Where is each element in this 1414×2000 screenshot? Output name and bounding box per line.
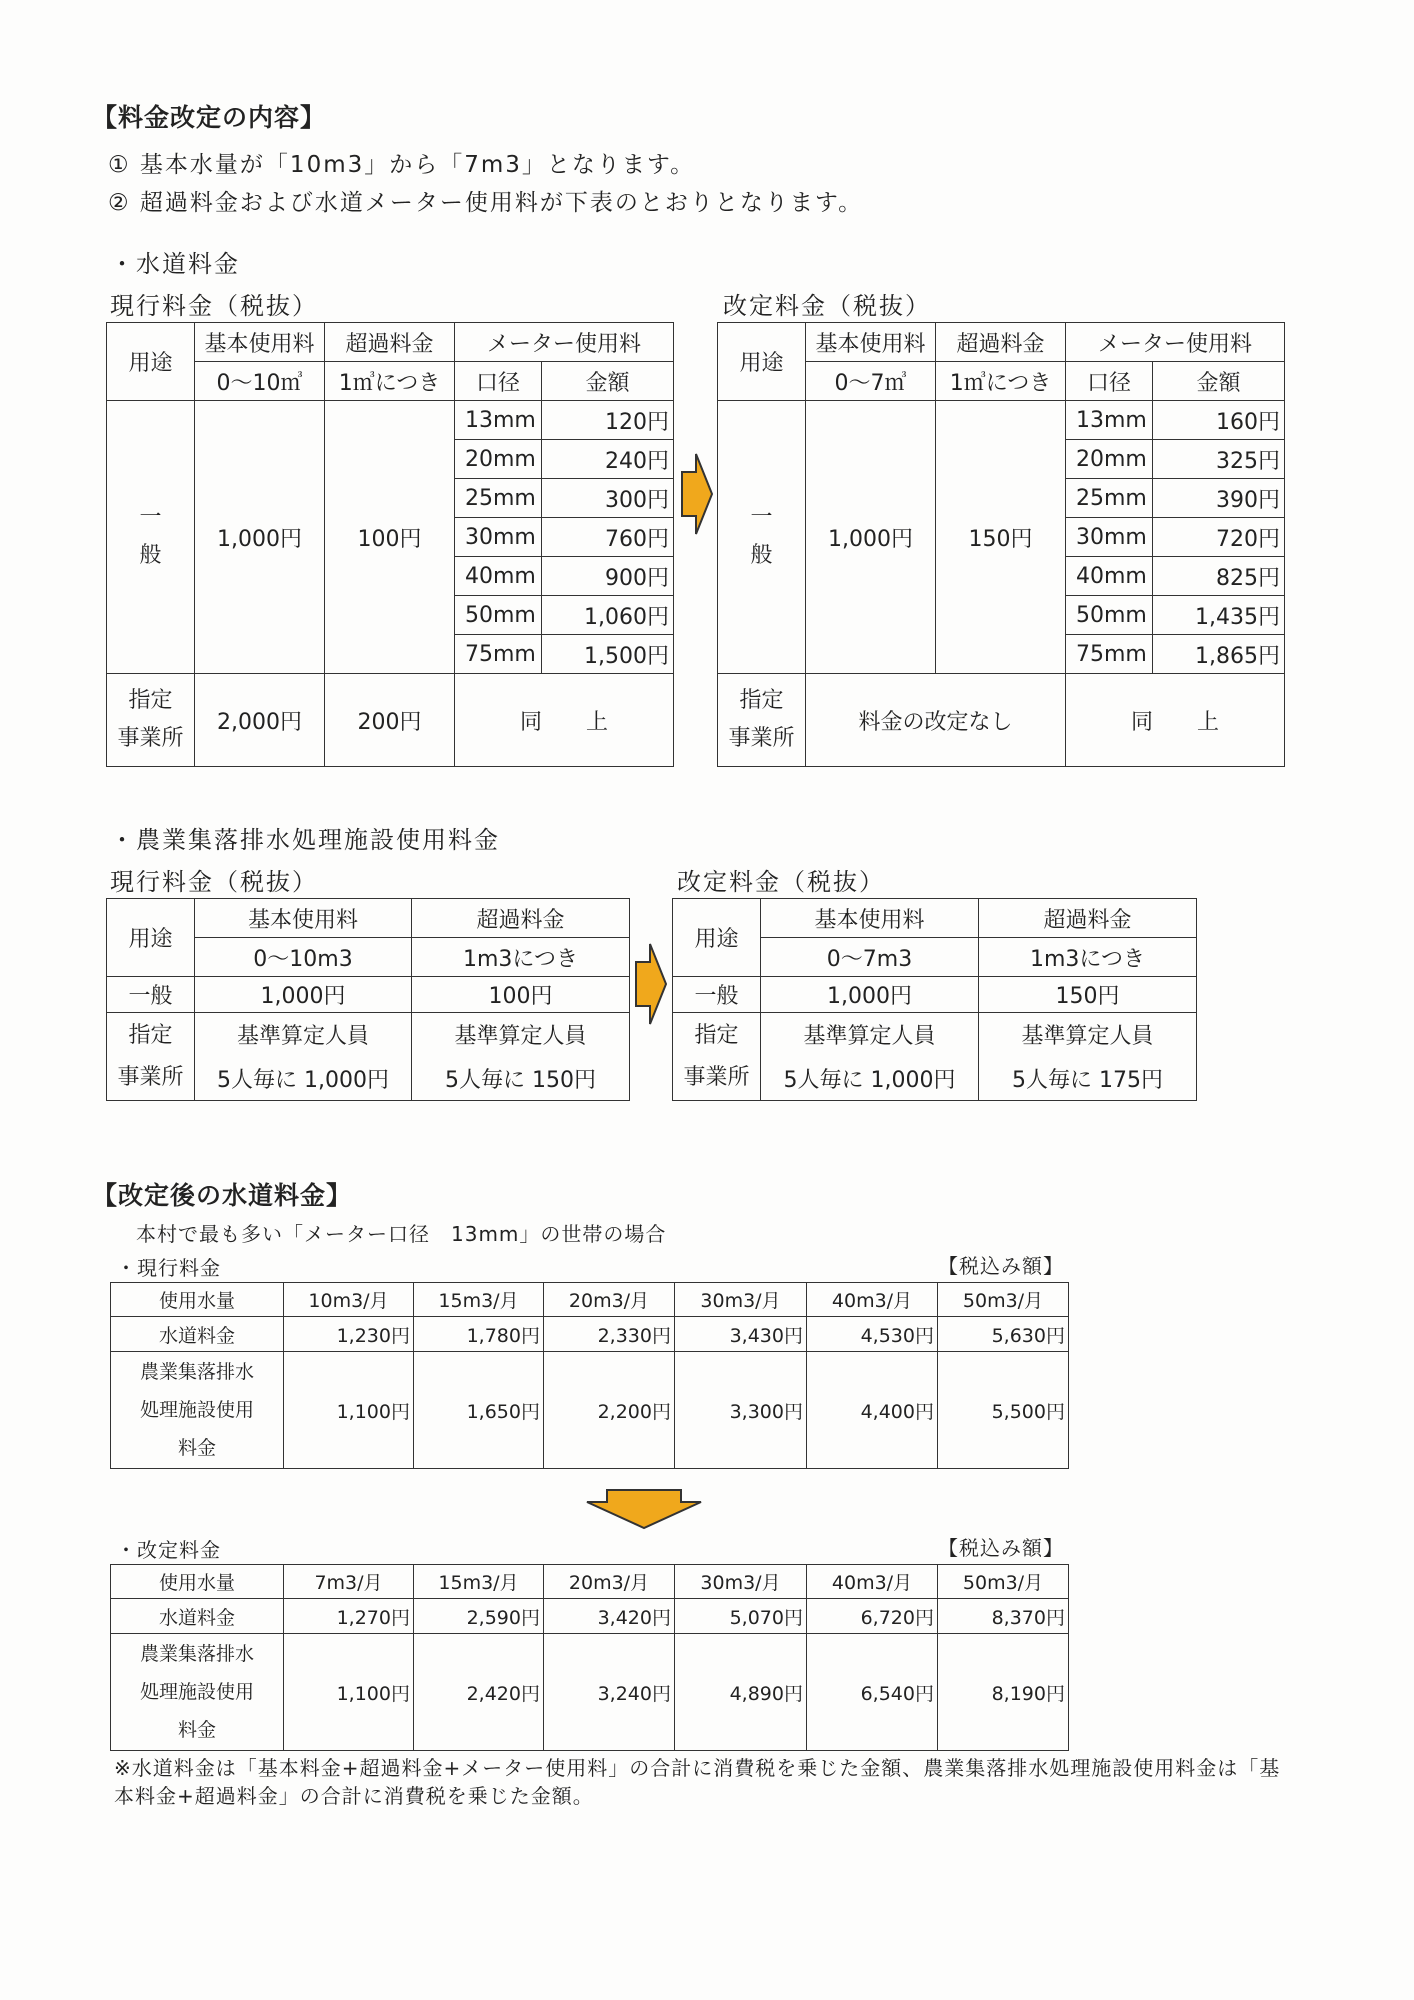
general-excess: 150円 <box>979 977 1197 1013</box>
header-amount: 金額 <box>1153 362 1285 401</box>
row-label-sewage: 農業集落排水 処理施設使用 料金 <box>111 1352 284 1469</box>
water-fee-cell: 1,270円 <box>284 1599 414 1634</box>
item-2: ② 超過料金および水道メーター使用料が下表のとおりとなります。 <box>108 190 864 216</box>
current-fee-table <box>110 1282 1069 1469</box>
designated-label: 指定 事業所 <box>673 1013 761 1101</box>
sewage-fee-cell: 1,650円 <box>414 1352 544 1469</box>
water-fee-cell: 1,780円 <box>414 1317 544 1352</box>
general-basic: 1,000円 <box>195 977 412 1013</box>
general-label: 一般 <box>107 977 195 1013</box>
header-use: 用途 <box>107 899 195 977</box>
meter-diam: 30mm <box>1066 518 1153 557</box>
column-header: 30m3/月 <box>675 1565 807 1599</box>
header-basic: 基本使用料 <box>195 323 325 362</box>
sewage-fee-cell: 2,420円 <box>414 1634 544 1751</box>
column-header: 40m3/月 <box>807 1283 938 1317</box>
sewage-fee-cell: 6,540円 <box>807 1634 938 1751</box>
row-label-water: 水道料金 <box>111 1317 284 1352</box>
header-basic-range: 0～10m3 <box>195 938 412 977</box>
general-basic: 1,000円 <box>761 977 979 1013</box>
designated-excess-value: 5人毎に 175円 <box>979 1057 1197 1101</box>
water-fee-cell: 8,370円 <box>938 1599 1069 1634</box>
water-fee-cell: 2,590円 <box>414 1599 544 1634</box>
meter-amount: 825円 <box>1153 557 1285 596</box>
header-basic: 基本使用料 <box>761 899 979 938</box>
general-label: 一般 <box>673 977 761 1013</box>
revised-tax-note: 【税込み額】 <box>938 1536 1064 1560</box>
designated-fee: 料金の改定なし <box>806 674 1066 767</box>
meter-amount: 120円 <box>542 401 674 440</box>
header-basic: 基本使用料 <box>806 323 936 362</box>
header-excess: 超過料金 <box>412 899 630 938</box>
general-basic: 1,000円 <box>806 401 936 674</box>
column-header: 50m3/月 <box>938 1565 1069 1599</box>
column-header: 20m3/月 <box>544 1283 675 1317</box>
meter-amount: 325円 <box>1153 440 1285 479</box>
after-revision-intro: 本村で最も多い「メーター口径 13mm」の世帯の場合 <box>136 1222 667 1246</box>
header-diam: 口径 <box>1066 362 1153 401</box>
meter-amount: 900円 <box>542 557 674 596</box>
water-fee-cell: 2,330円 <box>544 1317 675 1352</box>
header-basic-range: 0～7m3 <box>761 938 979 977</box>
header-meter: メーター使用料 <box>1066 323 1285 362</box>
header-excess: 超過料金 <box>936 323 1066 362</box>
header-excess-unit: 1m3につき <box>979 938 1197 977</box>
sewage-revised-table <box>672 898 1197 1101</box>
item-1: ① 基本水量が「10m3」から「7m3」となります。 <box>108 152 696 178</box>
header-diam: 口径 <box>455 362 542 401</box>
row-label-sewage: 農業集落排水 処理施設使用 料金 <box>111 1634 284 1751</box>
general-excess: 100円 <box>325 401 455 674</box>
water-fee-cell: 3,430円 <box>675 1317 807 1352</box>
arrow-down-icon <box>585 1488 703 1530</box>
header-use: 用途 <box>673 899 761 977</box>
sewage-fee-cell: 3,240円 <box>544 1634 675 1751</box>
meter-diam: 30mm <box>455 518 542 557</box>
meter-amount: 1,435円 <box>1153 596 1285 635</box>
column-header: 20m3/月 <box>544 1565 675 1599</box>
header-use: 用途 <box>718 323 806 401</box>
sewage-current-caption: 現行料金（税抜） <box>110 868 318 896</box>
meter-amount: 1,060円 <box>542 596 674 635</box>
meter-diam: 25mm <box>1066 479 1153 518</box>
meter-amount: 390円 <box>1153 479 1285 518</box>
sewage-fee-cell: 3,300円 <box>675 1352 807 1469</box>
meter-diam: 50mm <box>1066 596 1153 635</box>
designated-basic-title: 基準算定人員 <box>761 1013 979 1057</box>
after-revision-heading: 【改定後の水道料金】 <box>92 1181 353 1210</box>
sewage-fee-cell: 1,100円 <box>284 1634 414 1751</box>
designated-excess-title: 基準算定人員 <box>412 1013 630 1057</box>
header-excess: 超過料金 <box>979 899 1197 938</box>
column-header: 15m3/月 <box>414 1565 544 1599</box>
water-fee-cell: 3,420円 <box>544 1599 675 1634</box>
column-header: 15m3/月 <box>414 1283 544 1317</box>
designated-basic-title: 基準算定人員 <box>195 1013 412 1057</box>
column-header: 10m3/月 <box>284 1283 414 1317</box>
designated-excess-value: 5人毎に 150円 <box>412 1057 630 1101</box>
column-header: 40m3/月 <box>807 1565 938 1599</box>
water-current-table <box>106 322 674 767</box>
water-fee-cell: 6,720円 <box>807 1599 938 1634</box>
column-header: 30m3/月 <box>675 1283 807 1317</box>
general-basic: 1,000円 <box>195 401 325 674</box>
arrow-right-icon <box>634 942 668 1026</box>
column-header: 7m3/月 <box>284 1565 414 1599</box>
meter-diam: 25mm <box>455 479 542 518</box>
meter-diam: 20mm <box>455 440 542 479</box>
header-amount: 金額 <box>542 362 674 401</box>
meter-diam: 13mm <box>1066 401 1153 440</box>
footnote: ※水道料金は「基本料金+超過料金+メーター使用料」の合計に消費税を乗じた金額、農業集落排水処理施設使用料金は「基本料金+超過料金」の合計に消費税を乗じた金額。 <box>114 1756 1281 1808</box>
meter-amount: 760円 <box>542 518 674 557</box>
revised-label: ・改定料金 <box>116 1538 221 1562</box>
water-fee-cell: 5,630円 <box>938 1317 1069 1352</box>
sewage-fee-cell: 5,500円 <box>938 1352 1069 1469</box>
header-meter: メーター使用料 <box>455 323 674 362</box>
meter-diam: 40mm <box>1066 557 1153 596</box>
general-label: 一 般 <box>718 401 806 674</box>
water-fee-cell: 5,070円 <box>675 1599 807 1634</box>
meter-amount: 1,865円 <box>1153 635 1285 674</box>
current-label: ・現行料金 <box>116 1256 221 1280</box>
header-basic-range: 0～10㎥ <box>195 362 325 401</box>
designated-label: 指定 事業所 <box>107 674 195 767</box>
water-revised-caption: 改定料金（税抜） <box>723 292 931 320</box>
designated-label: 指定 事業所 <box>107 1013 195 1101</box>
sewage-fee-cell: 4,890円 <box>675 1634 807 1751</box>
content-heading: 【料金改定の内容】 <box>92 103 327 132</box>
water-label: ・水道料金 <box>110 250 240 278</box>
water-revised-table <box>717 322 1285 767</box>
general-excess: 150円 <box>936 401 1066 674</box>
meter-amount: 1,500円 <box>542 635 674 674</box>
meter-diam: 13mm <box>455 401 542 440</box>
header-excess: 超過料金 <box>325 323 455 362</box>
designated-basic-value: 5人毎に 1,000円 <box>761 1057 979 1101</box>
meter-diam: 50mm <box>455 596 542 635</box>
designated-excess: 200円 <box>325 674 455 767</box>
designated-label: 指定 事業所 <box>718 674 806 767</box>
meter-diam: 75mm <box>1066 635 1153 674</box>
sewage-current-table <box>106 898 630 1101</box>
meter-diam: 40mm <box>455 557 542 596</box>
header-usage: 使用水量 <box>111 1283 284 1317</box>
water-current-caption: 現行料金（税抜） <box>110 292 318 320</box>
designated-meter: 同 上 <box>455 674 674 767</box>
meter-amount: 160円 <box>1153 401 1285 440</box>
row-label-water: 水道料金 <box>111 1599 284 1634</box>
sewage-fee-cell: 1,100円 <box>284 1352 414 1469</box>
sewage-label: ・農業集落排水処理施設使用料金 <box>110 826 500 854</box>
water-fee-cell: 4,530円 <box>807 1317 938 1352</box>
header-basic-range: 0～7㎥ <box>806 362 936 401</box>
current-tax-note: 【税込み額】 <box>938 1254 1064 1278</box>
general-label: 一 般 <box>107 401 195 674</box>
meter-amount: 240円 <box>542 440 674 479</box>
sewage-fee-cell: 2,200円 <box>544 1352 675 1469</box>
meter-diam: 20mm <box>1066 440 1153 479</box>
header-excess-unit: 1㎥につき <box>325 362 455 401</box>
revised-fee-table <box>110 1564 1069 1751</box>
sewage-fee-cell: 4,400円 <box>807 1352 938 1469</box>
header-basic: 基本使用料 <box>195 899 412 938</box>
general-excess: 100円 <box>412 977 630 1013</box>
header-usage: 使用水量 <box>111 1565 284 1599</box>
meter-amount: 720円 <box>1153 518 1285 557</box>
sewage-revised-caption: 改定料金（税抜） <box>677 868 885 896</box>
column-header: 50m3/月 <box>938 1283 1069 1317</box>
designated-basic: 2,000円 <box>195 674 325 767</box>
header-excess-unit: 1㎥につき <box>936 362 1066 401</box>
designated-basic-value: 5人毎に 1,000円 <box>195 1057 412 1101</box>
header-use: 用途 <box>107 323 195 401</box>
arrow-right-icon <box>680 452 714 536</box>
water-fee-cell: 1,230円 <box>284 1317 414 1352</box>
designated-meter: 同 上 <box>1066 674 1285 767</box>
header-excess-unit: 1m3につき <box>412 938 630 977</box>
meter-diam: 75mm <box>455 635 542 674</box>
sewage-fee-cell: 8,190円 <box>938 1634 1069 1751</box>
designated-excess-title: 基準算定人員 <box>979 1013 1197 1057</box>
meter-amount: 300円 <box>542 479 674 518</box>
